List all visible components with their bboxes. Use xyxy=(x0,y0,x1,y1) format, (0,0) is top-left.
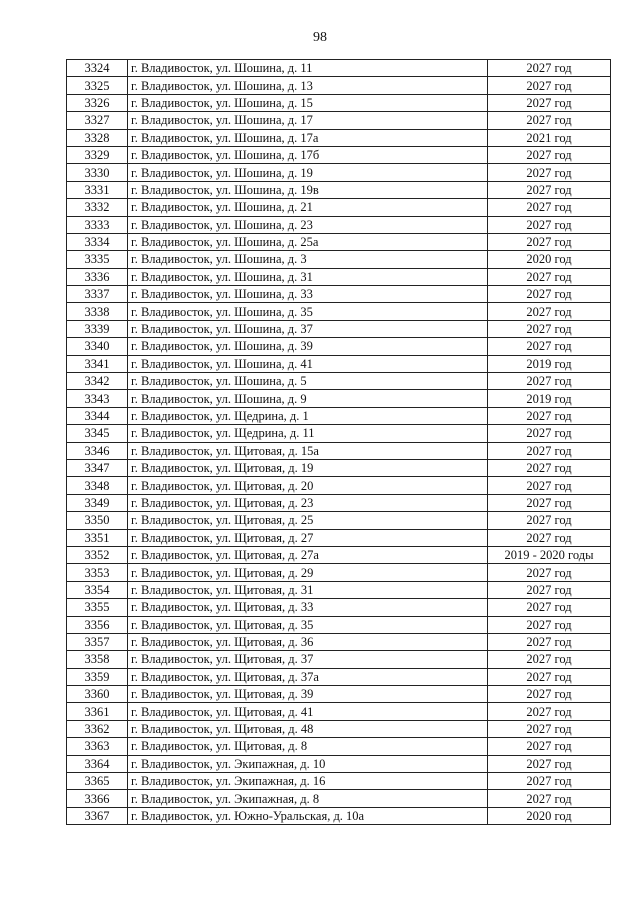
row-number-cell: 3324 xyxy=(67,60,128,77)
row-number-cell: 3362 xyxy=(67,720,128,737)
year-cell: 2027 год xyxy=(488,755,611,772)
table-row xyxy=(67,303,611,320)
address-cell: г. Владивосток, ул. Щитовая, д. 36 xyxy=(128,633,488,650)
table-row xyxy=(67,703,611,720)
table-row xyxy=(67,599,611,616)
row-number-cell: 3359 xyxy=(67,668,128,685)
address-cell: г. Владивосток, ул. Шошина, д. 11 xyxy=(128,60,488,77)
row-number-cell: 3341 xyxy=(67,355,128,372)
address-cell: г. Владивосток, ул. Шошина, д. 19в xyxy=(128,181,488,198)
table-row xyxy=(67,181,611,198)
row-number-cell: 3326 xyxy=(67,94,128,111)
row-number-cell: 3338 xyxy=(67,303,128,320)
address-cell: г. Владивосток, ул. Шошина, д. 25а xyxy=(128,233,488,250)
row-number-cell: 3345 xyxy=(67,425,128,442)
row-number-cell: 3349 xyxy=(67,494,128,511)
address-cell: г. Владивосток, ул. Шошина, д. 39 xyxy=(128,338,488,355)
table-row xyxy=(67,216,611,233)
address-cell: г. Владивосток, ул. Шошина, д. 41 xyxy=(128,355,488,372)
year-cell: 2027 год xyxy=(488,181,611,198)
year-cell: 2027 год xyxy=(488,773,611,790)
address-cell: г. Владивосток, ул. Шошина, д. 9 xyxy=(128,390,488,407)
address-cell: г. Владивосток, ул. Щитовая, д. 15а xyxy=(128,442,488,459)
table-row xyxy=(67,164,611,181)
year-cell: 2027 год xyxy=(488,233,611,250)
year-cell: 2027 год xyxy=(488,686,611,703)
row-number-cell: 3366 xyxy=(67,790,128,807)
address-cell: г. Владивосток, ул. Щитовая, д. 35 xyxy=(128,616,488,633)
address-cell: г. Владивосток, ул. Щитовая, д. 25 xyxy=(128,512,488,529)
year-cell: 2027 год xyxy=(488,146,611,163)
address-cell: г. Владивосток, ул. Щитовая, д. 48 xyxy=(128,720,488,737)
address-cell: г. Владивосток, ул. Экипажная, д. 8 xyxy=(128,790,488,807)
year-cell: 2020 год xyxy=(488,251,611,268)
address-cell: г. Владивосток, ул. Щитовая, д. 41 xyxy=(128,703,488,720)
table-row xyxy=(67,199,611,216)
year-cell: 2027 год xyxy=(488,112,611,129)
table-row xyxy=(67,790,611,807)
year-cell: 2027 год xyxy=(488,303,611,320)
table-row xyxy=(67,338,611,355)
table-row xyxy=(67,616,611,633)
table-row xyxy=(67,668,611,685)
year-cell: 2027 год xyxy=(488,268,611,285)
row-number-cell: 3344 xyxy=(67,407,128,424)
page-number: 98 xyxy=(313,30,327,45)
year-cell: 2027 год xyxy=(488,720,611,737)
row-number-cell: 3361 xyxy=(67,703,128,720)
table-row xyxy=(67,720,611,737)
year-cell: 2019 - 2020 годы xyxy=(488,546,611,563)
address-cell: г. Владивосток, ул. Экипажная, д. 16 xyxy=(128,773,488,790)
year-cell: 2027 год xyxy=(488,790,611,807)
year-cell: 2027 год xyxy=(488,668,611,685)
year-cell: 2027 год xyxy=(488,738,611,755)
year-cell: 2027 год xyxy=(488,164,611,181)
address-cell: г. Владивосток, ул. Щитовая, д. 8 xyxy=(128,738,488,755)
table-row xyxy=(67,373,611,390)
row-number-cell: 3330 xyxy=(67,164,128,181)
year-cell: 2027 год xyxy=(488,651,611,668)
address-cell: г. Владивосток, ул. Щитовая, д. 20 xyxy=(128,477,488,494)
address-cell: г. Владивосток, ул. Щитовая, д. 39 xyxy=(128,686,488,703)
table-row xyxy=(67,686,611,703)
year-cell: 2021 год xyxy=(488,129,611,146)
year-cell: 2019 год xyxy=(488,390,611,407)
year-cell: 2027 год xyxy=(488,512,611,529)
table-row xyxy=(67,425,611,442)
address-cell: г. Владивосток, ул. Щитовая, д. 31 xyxy=(128,581,488,598)
year-cell: 2027 год xyxy=(488,199,611,216)
table-row xyxy=(67,77,611,94)
row-number-cell: 3337 xyxy=(67,286,128,303)
year-cell: 2019 год xyxy=(488,355,611,372)
row-number-cell: 3334 xyxy=(67,233,128,250)
address-cell: г. Владивосток, ул. Шошина, д. 17 xyxy=(128,112,488,129)
row-number-cell: 3355 xyxy=(67,599,128,616)
address-cell: г. Владивосток, ул. Шошина, д. 15 xyxy=(128,94,488,111)
row-number-cell: 3353 xyxy=(67,564,128,581)
address-cell: г. Владивосток, ул. Шошина, д. 17б xyxy=(128,146,488,163)
row-number-cell: 3327 xyxy=(67,112,128,129)
table-row xyxy=(67,442,611,459)
address-cell: г. Владивосток, ул. Шошина, д. 3 xyxy=(128,251,488,268)
row-number-cell: 3339 xyxy=(67,320,128,337)
table-row xyxy=(67,355,611,372)
year-cell: 2027 год xyxy=(488,633,611,650)
row-number-cell: 3358 xyxy=(67,651,128,668)
table-row xyxy=(67,146,611,163)
row-number-cell: 3333 xyxy=(67,216,128,233)
table-row xyxy=(67,546,611,563)
address-cell: г. Владивосток, ул. Щитовая, д. 37а xyxy=(128,668,488,685)
table-row xyxy=(67,477,611,494)
table-row xyxy=(67,581,611,598)
address-cell: г. Владивосток, ул. Щитовая, д. 33 xyxy=(128,599,488,616)
table-row xyxy=(67,390,611,407)
year-cell: 2027 год xyxy=(488,407,611,424)
row-number-cell: 3328 xyxy=(67,129,128,146)
row-number-cell: 3329 xyxy=(67,146,128,163)
table-row xyxy=(67,320,611,337)
row-number-cell: 3331 xyxy=(67,181,128,198)
table-row xyxy=(67,60,611,77)
table-row xyxy=(67,773,611,790)
address-cell: г. Владивосток, ул. Щитовая, д. 19 xyxy=(128,459,488,476)
row-number-cell: 3343 xyxy=(67,390,128,407)
row-number-cell: 3336 xyxy=(67,268,128,285)
table-row xyxy=(67,564,611,581)
address-cell: г. Владивосток, ул. Щитовая, д. 37 xyxy=(128,651,488,668)
year-cell: 2027 год xyxy=(488,94,611,111)
year-cell: 2027 год xyxy=(488,529,611,546)
row-number-cell: 3364 xyxy=(67,755,128,772)
year-cell: 2027 год xyxy=(488,286,611,303)
row-number-cell: 3363 xyxy=(67,738,128,755)
year-cell: 2027 год xyxy=(488,442,611,459)
address-cell: г. Владивосток, ул. Южно-Уральская, д. 10а xyxy=(128,807,488,824)
row-number-cell: 3340 xyxy=(67,338,128,355)
table-row xyxy=(67,529,611,546)
row-number-cell: 3351 xyxy=(67,529,128,546)
year-cell: 2027 год xyxy=(488,216,611,233)
address-cell: г. Владивосток, ул. Щитовая, д. 27а xyxy=(128,546,488,563)
table-row xyxy=(67,268,611,285)
address-cell: г. Владивосток, ул. Экипажная, д. 10 xyxy=(128,755,488,772)
year-cell: 2027 год xyxy=(488,338,611,355)
table-row xyxy=(67,651,611,668)
table-row xyxy=(67,251,611,268)
address-cell: г. Владивосток, ул. Щитовая, д. 29 xyxy=(128,564,488,581)
row-number-cell: 3354 xyxy=(67,581,128,598)
table-row xyxy=(67,494,611,511)
year-cell: 2027 год xyxy=(488,459,611,476)
address-cell: г. Владивосток, ул. Шошина, д. 21 xyxy=(128,199,488,216)
row-number-cell: 3352 xyxy=(67,546,128,563)
address-cell: г. Владивосток, ул. Шошина, д. 5 xyxy=(128,373,488,390)
row-number-cell: 3350 xyxy=(67,512,128,529)
year-cell: 2027 год xyxy=(488,703,611,720)
row-number-cell: 3356 xyxy=(67,616,128,633)
address-cell: г. Владивосток, ул. Щедрина, д. 1 xyxy=(128,407,488,424)
row-number-cell: 3367 xyxy=(67,807,128,824)
table-row xyxy=(67,738,611,755)
year-cell: 2027 год xyxy=(488,494,611,511)
address-cell: г. Владивосток, ул. Шошина, д. 33 xyxy=(128,286,488,303)
table-row xyxy=(67,633,611,650)
row-number-cell: 3325 xyxy=(67,77,128,94)
table-row xyxy=(67,129,611,146)
address-cell: г. Владивосток, ул. Щитовая, д. 27 xyxy=(128,529,488,546)
row-number-cell: 3348 xyxy=(67,477,128,494)
year-cell: 2020 год xyxy=(488,807,611,824)
row-number-cell: 3342 xyxy=(67,373,128,390)
row-number-cell: 3347 xyxy=(67,459,128,476)
row-number-cell: 3335 xyxy=(67,251,128,268)
address-cell: г. Владивосток, ул. Шошина, д. 13 xyxy=(128,77,488,94)
row-number-cell: 3346 xyxy=(67,442,128,459)
year-cell: 2027 год xyxy=(488,77,611,94)
table-body xyxy=(67,60,611,825)
address-cell: г. Владивосток, ул. Шошина, д. 31 xyxy=(128,268,488,285)
year-cell: 2027 год xyxy=(488,616,611,633)
row-number-cell: 3332 xyxy=(67,199,128,216)
address-cell: г. Владивосток, ул. Щедрина, д. 11 xyxy=(128,425,488,442)
row-number-cell: 3365 xyxy=(67,773,128,790)
table-row xyxy=(67,94,611,111)
address-cell: г. Владивосток, ул. Шошина, д. 19 xyxy=(128,164,488,181)
address-cell: г. Владивосток, ул. Щитовая, д. 23 xyxy=(128,494,488,511)
year-cell: 2027 год xyxy=(488,477,611,494)
table-row xyxy=(67,286,611,303)
address-cell: г. Владивосток, ул. Шошина, д. 37 xyxy=(128,320,488,337)
row-number-cell: 3360 xyxy=(67,686,128,703)
table-row xyxy=(67,233,611,250)
year-cell: 2027 год xyxy=(488,320,611,337)
table-row xyxy=(67,112,611,129)
table-row xyxy=(67,755,611,772)
year-cell: 2027 год xyxy=(488,564,611,581)
table-row xyxy=(67,407,611,424)
year-cell: 2027 год xyxy=(488,60,611,77)
address-cell: г. Владивосток, ул. Шошина, д. 17а xyxy=(128,129,488,146)
table-row xyxy=(67,459,611,476)
address-cell: г. Владивосток, ул. Шошина, д. 23 xyxy=(128,216,488,233)
year-cell: 2027 год xyxy=(488,581,611,598)
year-cell: 2027 год xyxy=(488,425,611,442)
address-schedule-table xyxy=(66,59,611,825)
year-cell: 2027 год xyxy=(488,373,611,390)
table-row xyxy=(67,807,611,824)
table-row xyxy=(67,512,611,529)
row-number-cell: 3357 xyxy=(67,633,128,650)
address-cell: г. Владивосток, ул. Шошина, д. 35 xyxy=(128,303,488,320)
year-cell: 2027 год xyxy=(488,599,611,616)
